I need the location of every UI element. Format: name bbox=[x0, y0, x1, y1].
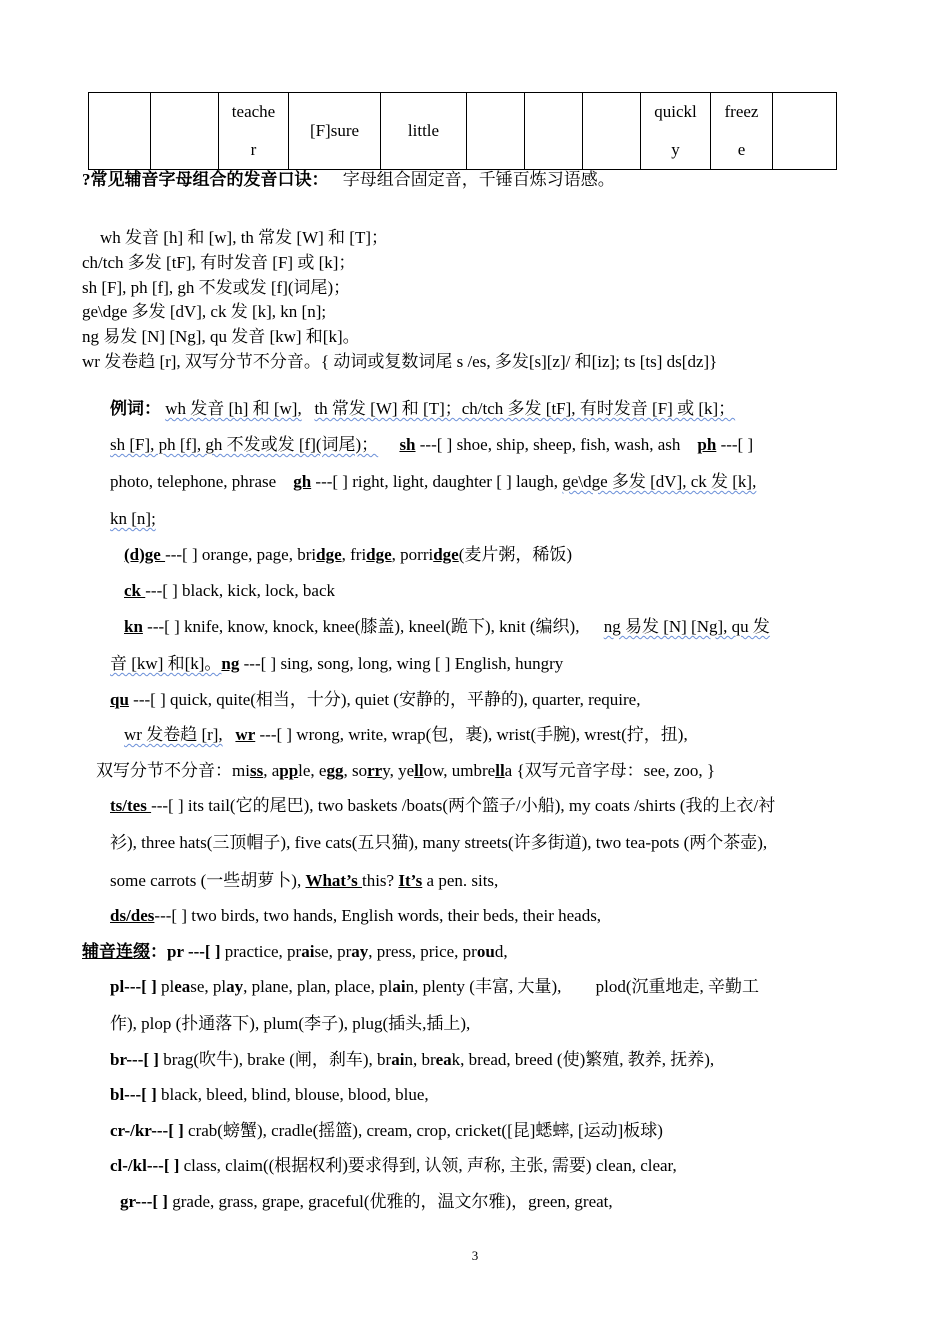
gr-line bbox=[120, 1190, 613, 1214]
br-words: n, br bbox=[404, 1050, 436, 1069]
sh-label: sh bbox=[399, 435, 416, 454]
wr-words: ---[ ] wrong, write, wrap(包，裹), wrist(手腕), wrest(拧，扭), bbox=[255, 725, 688, 744]
pr-label: ：pr ---[ ] bbox=[150, 942, 221, 961]
its-highlight: It’s bbox=[398, 871, 423, 890]
double-lead: 双写分节不分音： bbox=[96, 761, 232, 780]
table-cell: [F]sure bbox=[289, 93, 381, 170]
double-word: mi bbox=[232, 761, 250, 780]
rhyme-line: ch/tch 多发 [tF], 有时发音 [F] 或 [k]； bbox=[82, 253, 356, 272]
pl-highlight: ay bbox=[226, 977, 244, 996]
bl-words: black, bleed, blind, blouse, blood, blue, bbox=[156, 1085, 429, 1104]
dge-highlight: dge bbox=[366, 545, 392, 564]
rhyme-line: wr 发卷趋 [r], 双写分节不分音。{ 动词或复数词尾 s /es, 多发[s][z]/ 和[iz]; ts [ts] ds[dz]} bbox=[82, 352, 718, 371]
rhyme-line: wh 发音 [h] 和 [w], th 常发 [W] 和 [T]； bbox=[100, 228, 388, 247]
kn-line bbox=[124, 615, 770, 639]
table-cell bbox=[467, 93, 525, 170]
dge-highlight: dge bbox=[316, 545, 342, 564]
qu-words: ---[ ] quick, quite(相当，十分), quiet (安静的，平静的), quarter, require, bbox=[128, 690, 641, 709]
br-line bbox=[110, 1048, 714, 1072]
pl-highlight: ai bbox=[392, 977, 406, 996]
ng-label: ng bbox=[221, 654, 240, 673]
pr-highlight: ai bbox=[301, 942, 315, 961]
double-highlight: ll bbox=[414, 761, 424, 780]
br-label: br---[ ] bbox=[110, 1050, 159, 1069]
pr-highlight: ay bbox=[351, 942, 369, 961]
dge-words: ---[ ] orange, page, bri bbox=[165, 545, 317, 564]
br-words: brag(吹牛), brake (闸，刹车), br bbox=[158, 1050, 392, 1069]
double-highlight: ll bbox=[495, 761, 505, 780]
double-word: y, ye bbox=[382, 761, 415, 780]
wr-label: wr bbox=[235, 725, 256, 744]
kn-words: ---[ ] knife, know, knock, knee(膝盖), kneel(跪下), knit (编织), bbox=[142, 617, 580, 636]
pl-line-2: 作), plop (扑通落下), plum(李子), plug(插头,插上), bbox=[110, 1014, 471, 1033]
page-number: 3 bbox=[471, 1248, 479, 1263]
ts-words: ---[ ] its tail(它的尾巴), two baskets /boats(两个篮子/小船), my coats /shirts (我的上衣/衬 bbox=[151, 796, 776, 815]
ts-words: a pen. sits, bbox=[422, 871, 499, 890]
table-cell bbox=[773, 93, 837, 170]
pr-words: practice, pr bbox=[220, 942, 302, 961]
br-words: k, bread, breed (使)繁殖, 教养, 抚养), bbox=[451, 1050, 715, 1069]
cr-words: crab(螃蟹), cradle(摇篮), cream, crop, cricket([昆]蟋蟀, [运动]板球) bbox=[183, 1121, 663, 1140]
table-cell bbox=[89, 93, 151, 170]
dge-highlight: dge bbox=[433, 545, 459, 564]
example-text: 音 [kw] 和[k]。 bbox=[110, 654, 222, 673]
pl-words: plod(沉重地走, 辛勤工 bbox=[595, 977, 760, 996]
double-letter-line bbox=[96, 759, 715, 783]
br-highlight: ai bbox=[391, 1050, 405, 1069]
ts-line-1 bbox=[110, 794, 775, 818]
qu-label: qu bbox=[110, 690, 129, 709]
bl-label: bl---[ ] bbox=[110, 1085, 157, 1104]
dge-words: (麦片粥，稀饭) bbox=[458, 545, 573, 564]
pl-label: pl---[ ] bbox=[110, 977, 157, 996]
qu-line bbox=[110, 688, 640, 712]
ck-words: ---[ ] black, kick, lock, back bbox=[145, 581, 335, 600]
gh-words: ---[ ] right, light, daughter [ ] laugh, bbox=[311, 472, 559, 491]
kn-label: kn bbox=[124, 617, 143, 636]
double-word: , so bbox=[343, 761, 368, 780]
pl-words: se, pl bbox=[190, 977, 227, 996]
ng-words: ---[ ] sing, song, long, wing [ ] English, hungry bbox=[239, 654, 564, 673]
example-text: sh [F], ph [f], gh 不发或发 [f](词尾)； bbox=[110, 435, 379, 454]
example-text: ng 易发 [N] [Ng], qu 发 bbox=[603, 617, 770, 636]
sh-words: ---[ ] shoe, ship, sheep, fish, wash, ash bbox=[415, 435, 681, 454]
whats-highlight: What’s bbox=[305, 871, 362, 890]
double-word: a {双写元音字母：see, zoo, } bbox=[504, 761, 716, 780]
rhyme-line: sh [F], ph [f], gh 不发或发 [f](词尾)； bbox=[82, 278, 351, 297]
gr-label: gr---[ ] bbox=[120, 1192, 168, 1211]
pl-line bbox=[110, 975, 759, 999]
ts-label: ts/tes bbox=[110, 796, 152, 815]
double-highlight: ss bbox=[249, 761, 264, 780]
pl-words: n, plenty (丰富, 大量), bbox=[405, 977, 562, 996]
clusters-heading: 辅音连缀 bbox=[82, 942, 150, 961]
pl-words: , plane, plan, place, pl bbox=[243, 977, 393, 996]
br-highlight: ea bbox=[435, 1050, 452, 1069]
pl-words: pl bbox=[156, 977, 175, 996]
example-text: wr 发卷趋 [r], bbox=[124, 725, 223, 744]
cr-line bbox=[110, 1119, 663, 1143]
example-line-4 bbox=[110, 507, 156, 531]
double-word: le, e bbox=[298, 761, 327, 780]
gr-words: grade, grass, grape, graceful(优雅的，温文尔雅)，green, great, bbox=[167, 1192, 613, 1211]
ts-line-3 bbox=[110, 869, 498, 893]
pr-words: , press, price, pr bbox=[368, 942, 477, 961]
example-text: ge\dge 多发 [dV], ck 发 [k], bbox=[562, 472, 757, 491]
double-word: ow, umbre bbox=[423, 761, 496, 780]
table-cell bbox=[583, 93, 641, 170]
table-cell bbox=[525, 93, 583, 170]
table-cell: freez e bbox=[711, 93, 773, 170]
ts-line-2: 衫), three hats(三顶帽子), five cats(五只猫), many streets(许多街道), two tea-pots (两个茶壶), bbox=[110, 833, 768, 852]
double-word: , a bbox=[263, 761, 280, 780]
cl-label: cl-/kl---[ ] bbox=[110, 1156, 180, 1175]
table-row bbox=[89, 93, 837, 170]
table-cell: little bbox=[381, 93, 467, 170]
dge-line bbox=[124, 543, 572, 567]
pr-words: se, pr bbox=[314, 942, 352, 961]
pl-highlight: ea bbox=[174, 977, 191, 996]
double-highlight: rr bbox=[367, 761, 383, 780]
cl-words: class, claim((根据权利)要求得到, 认领, 声称, 主张, 需要) clean, clear, bbox=[179, 1156, 677, 1175]
rhyme-line: ge\dge 多发 [dV], ck 发 [k], kn [n]; bbox=[82, 302, 327, 321]
ts-words: this? bbox=[361, 871, 395, 890]
example-text: kn [n]; bbox=[110, 509, 156, 528]
bl-line bbox=[110, 1083, 429, 1107]
phonics-table bbox=[88, 92, 837, 170]
table-cell bbox=[151, 93, 219, 170]
table-cell: teache r bbox=[219, 93, 289, 170]
double-highlight: gg bbox=[326, 761, 344, 780]
cr-label: cr-/kr---[ ] bbox=[110, 1121, 184, 1140]
ds-words: ---[ ] two birds, two hands, English words, their beds, their heads, bbox=[154, 906, 602, 925]
ck-line bbox=[124, 579, 335, 603]
cl-line bbox=[110, 1154, 677, 1178]
ck-label: ck bbox=[124, 581, 146, 600]
pr-highlight: ou bbox=[476, 942, 495, 961]
pr-words: d, bbox=[494, 942, 508, 961]
example-line-3 bbox=[110, 470, 756, 494]
ts-words: some carrots (一些胡萝卜), bbox=[110, 871, 302, 890]
dge-label: (d)ge bbox=[124, 545, 166, 564]
example-text: th 常发 [W] 和 [T]；ch/tch 多发 [tF], 有时发音 [F] 或 [k]； bbox=[314, 399, 736, 418]
example-label: 例词： bbox=[110, 399, 161, 418]
pr-line bbox=[82, 940, 508, 964]
example-text: wh 发音 [h] 和 [w], bbox=[165, 399, 302, 418]
dge-words: , porri bbox=[391, 545, 434, 564]
ds-line bbox=[110, 904, 601, 928]
rhyme-subtitle: 字母组合固定音，千锤百炼习语感。 bbox=[342, 170, 615, 189]
wr-line bbox=[124, 723, 688, 747]
ph-words: ---[ ] bbox=[716, 435, 754, 454]
ph-words: photo, telephone, phrase bbox=[110, 472, 277, 491]
ng-line bbox=[110, 652, 563, 676]
example-line-2 bbox=[110, 433, 753, 457]
example-line-1 bbox=[110, 397, 735, 421]
rhyme-title: ?常见辅音字母组合的发音口诀： bbox=[82, 170, 329, 189]
rhyme-line: ng 易发 [N] [Ng], qu 发音 [kw] 和[k]。 bbox=[82, 327, 360, 346]
dge-words: , fri bbox=[341, 545, 367, 564]
table-cell: quickl y bbox=[641, 93, 711, 170]
ph-label: ph bbox=[697, 435, 717, 454]
double-highlight: pp bbox=[279, 761, 299, 780]
ds-label: ds/des bbox=[110, 906, 155, 925]
gh-label: gh bbox=[293, 472, 312, 491]
rhyme-heading bbox=[82, 168, 615, 192]
